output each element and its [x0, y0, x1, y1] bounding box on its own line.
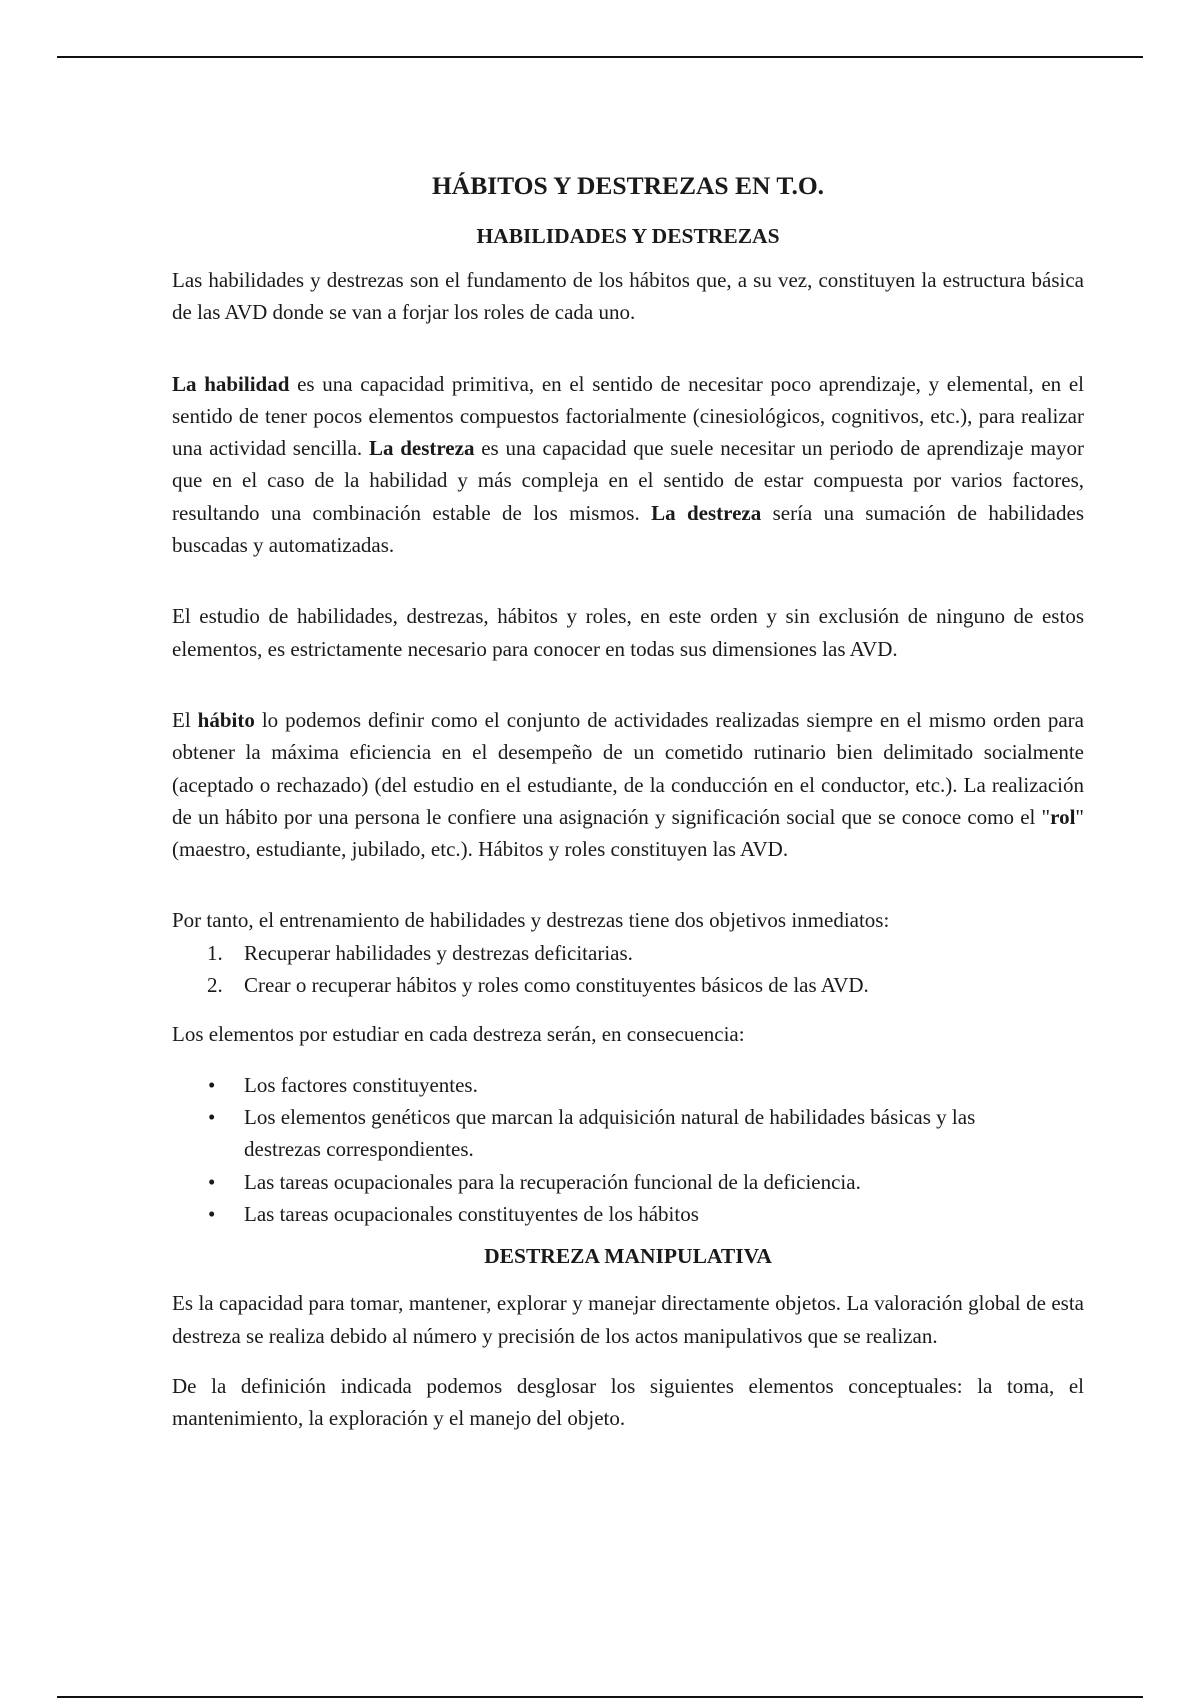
term-destreza: La destreza	[368, 436, 475, 461]
text-segment: es una capacidad primitiva, en el sentido de necesitar poco aprendizaje, y elemental, en el sentido de tener pocos elementos compuestos factorialmente (cinesiológicos, cognitivos, etc.), para realizar una actividad sencilla.	[172, 371, 1084, 461]
list-item	[172, 937, 1084, 969]
text-segment: sería una sumación de habilidades buscadas y automatizadas.	[172, 500, 1084, 558]
list-item-text: Crear o recuperar hábitos y roles como constituyentes básicos de las AVD.	[244, 973, 869, 998]
list-item-text: Los elementos genéticos que marcan la adquisición natural de habilidades básicas y las destrezas correspondientes.	[244, 1104, 976, 1162]
paragraph-estudio: El estudio de habilidades, destrezas, hábitos y roles, en este orden y sin exclusión de ninguno de estos elementos, es estrictamente necesario para conocer en todas sus dimensiones las AVD.	[172, 604, 1084, 661]
list-item-text: Recuperar habilidades y destrezas deficitarias.	[244, 940, 633, 965]
paragraph-objetivos-intro: Por tanto, el entrenamiento de habilidades y destrezas tiene dos objetivos inmediatos:	[172, 908, 890, 933]
list-item	[172, 1069, 1032, 1101]
footer-rule	[57, 1696, 1143, 1698]
term-habilidad: La habilidad	[172, 371, 290, 396]
list-item-text: Las tareas ocupacionales para la recuperación funcional de la deficiencia.	[244, 1169, 861, 1194]
bullet-icon: •	[208, 1104, 216, 1129]
bullet-icon: •	[208, 1072, 216, 1097]
document-title: HÁBITOS Y DESTREZAS EN T.O.	[431, 171, 825, 200]
term-destreza-2: La destreza	[651, 500, 762, 525]
list-item	[172, 1101, 1032, 1166]
list-item	[172, 1166, 1032, 1198]
list-item	[172, 1198, 1032, 1230]
paragraph-intro: Las habilidades y destrezas son el fundamento de los hábitos que, a su vez, constituyen la estructura básica de las AVD donde se van a forjar los roles de cada uno.	[172, 268, 1084, 325]
paragraph-elementos-conceptuales: De la definición indicada podemos desglosar los siguientes elementos conceptuales: la toma, el mantenimiento, la exploración y el manejo del objeto.	[172, 1374, 1084, 1431]
section-heading-destreza-manipulativa: DESTREZA MANIPULATIVA	[484, 1244, 772, 1269]
paragraph-destreza-manipulativa: Es la capacidad para tomar, mantener, explorar y manejar directamente objetos. La valoración global de esta destreza se realiza debido al número y precisión de los actos manipulativos que se realizan.	[172, 1291, 1084, 1348]
bullet-icon: •	[208, 1169, 216, 1194]
term-rol: rol	[1050, 804, 1076, 829]
bullet-icon: •	[208, 1201, 216, 1226]
text-segment: " (maestro, estudiante, jubilado, etc.). Hábitos y roles constituyen las AVD.	[172, 804, 1084, 862]
objectives-list	[172, 937, 1084, 1002]
text-segment: es una capacidad que suele necesitar un periodo de aprendizaje mayor que en el caso de la habilidad y más compleja en el sentido de estar compuesta por varios factores, resultando una combinación estable de los mismos.	[172, 436, 1084, 525]
paragraph-habito-definition	[172, 704, 1084, 865]
list-number: 2.	[207, 973, 223, 998]
elements-list	[172, 1069, 1032, 1230]
paragraph-habilidad-definition	[172, 368, 1084, 562]
section-heading-habilidades: HABILIDADES Y DESTREZAS	[476, 224, 780, 248]
paragraph-elementos-intro: Los elementos por estudiar en cada destreza serán, en consecuencia:	[172, 1022, 745, 1047]
text-segment: lo podemos definir como el conjunto de actividades realizadas siempre en el mismo orden para obtener la máxima eficiencia en el desempeño de un cometido rutinario bien delimitado socialmente (aceptado o rechazado) (del estudio en el estudiante, de la conducción en el conductor, etc.). La realización de un hábito por una persona le confiere una asignación y significación social que se conoce como el "	[172, 707, 1084, 829]
list-item-text: Las tareas ocupacionales constituyentes de los hábitos	[244, 1201, 699, 1226]
text-segment: El	[172, 707, 198, 732]
list-item	[172, 969, 1084, 1001]
header-rule	[57, 56, 1143, 58]
term-habito: hábito	[197, 707, 255, 732]
document-body	[172, 168, 1084, 1435]
list-item-text: Los factores constituyentes.	[244, 1072, 478, 1097]
list-number: 1.	[207, 940, 223, 965]
